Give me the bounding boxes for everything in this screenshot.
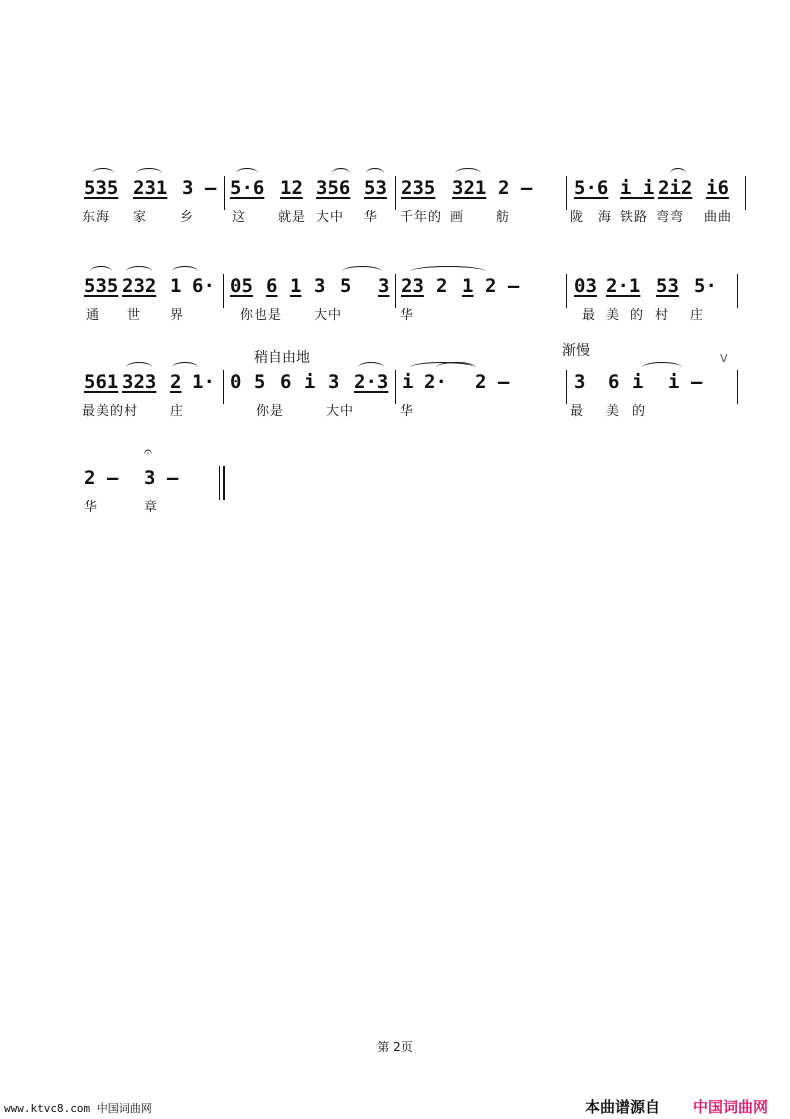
lyric: 世 xyxy=(127,308,142,323)
note-group: 5·6 xyxy=(230,177,265,199)
barline xyxy=(223,274,224,308)
barline xyxy=(566,370,567,404)
lyric: 美 xyxy=(606,308,621,323)
note-group: 3 – xyxy=(182,177,217,199)
note-group: 05 xyxy=(230,275,253,297)
barline xyxy=(395,370,396,404)
note-group: 53 xyxy=(364,177,387,199)
lyric: 华 xyxy=(84,500,99,515)
note-group: 356 xyxy=(316,177,351,199)
note-group: 235 xyxy=(401,177,436,199)
barline xyxy=(737,274,738,308)
lyric: 家 xyxy=(133,210,148,225)
lyric: 华 xyxy=(400,308,415,323)
lyric: 的 xyxy=(630,308,645,323)
score-system-3 xyxy=(0,370,790,430)
note-group: 3 xyxy=(378,275,390,297)
lyric: 庄 xyxy=(170,404,185,419)
footer-brand-link[interactable]: 中国词曲网 xyxy=(693,1098,769,1116)
note-group: 6 xyxy=(608,371,620,393)
note-group: 03 xyxy=(574,275,597,297)
lyric: 华 xyxy=(364,210,379,225)
note-group: i – xyxy=(668,371,703,393)
final-barline xyxy=(223,466,225,500)
barline xyxy=(566,274,567,308)
barline xyxy=(745,176,746,210)
lyric: 庄 xyxy=(690,308,705,323)
lyric: 就是 xyxy=(278,210,307,225)
footer-source-label: 本曲谱源自 xyxy=(585,1098,661,1116)
notes-row xyxy=(0,466,790,496)
lyric: 东海 xyxy=(82,210,111,225)
note-group: 2·1 xyxy=(606,275,641,297)
barline xyxy=(737,370,738,404)
notes-row xyxy=(0,274,790,304)
note-group: 1· xyxy=(192,371,215,393)
barline xyxy=(395,176,396,210)
fermata-icon: 𝄐 xyxy=(144,444,152,460)
lyric: 通 xyxy=(86,308,101,323)
lyric: 曲曲 xyxy=(704,210,733,225)
tempo-marking: 稍自由地 xyxy=(254,350,310,366)
note-group: 6· xyxy=(192,275,215,297)
page-number: 第 2页 xyxy=(377,1040,413,1054)
note-group: 5 xyxy=(254,371,266,393)
barline xyxy=(566,176,567,210)
note-group: 2 xyxy=(170,371,182,393)
note-group: 323 xyxy=(122,371,157,393)
note-group: 2 xyxy=(436,275,448,297)
lyrics-row xyxy=(0,402,790,426)
lyrics-row xyxy=(0,306,790,330)
note-group: 5·6 xyxy=(574,177,609,199)
note-group: 5 xyxy=(340,275,352,297)
lyric: 最美的村 xyxy=(82,404,139,419)
lyric: 弯弯 xyxy=(656,210,685,225)
note-group: 2 – xyxy=(475,371,510,393)
lyric: 大中 xyxy=(314,308,343,323)
note-group: i xyxy=(304,371,316,393)
note-group: 3 xyxy=(574,371,586,393)
breath-mark: V xyxy=(720,352,728,365)
note-group: 2 – xyxy=(485,275,520,297)
note-group: 2 – xyxy=(84,467,119,489)
note-group: 321 xyxy=(452,177,487,199)
barline xyxy=(395,274,396,308)
lyrics-row xyxy=(0,208,790,232)
notes-row xyxy=(0,176,790,206)
note-group: 561 xyxy=(84,371,119,393)
note-group: 6 xyxy=(266,275,278,297)
lyric: 村 xyxy=(655,308,670,323)
note-group: 0 xyxy=(230,371,242,393)
note-group: 23 xyxy=(401,275,424,297)
lyric: 最 xyxy=(582,308,597,323)
note-group: 1 xyxy=(462,275,474,297)
score-system-4 xyxy=(0,466,790,526)
note-group: 5· xyxy=(694,275,717,297)
note-group: 3 – xyxy=(144,467,179,489)
lyric: 界 xyxy=(170,308,185,323)
note-group: 1 xyxy=(290,275,302,297)
lyric: 美 xyxy=(606,404,621,419)
score-system-2 xyxy=(0,274,790,334)
note-group: i i xyxy=(620,177,655,199)
note-group: i6 xyxy=(706,177,729,199)
lyric: 的 xyxy=(632,404,647,419)
lyric: 舫 xyxy=(496,210,511,225)
note-group: 2·3 xyxy=(354,371,389,393)
lyric: 你是 xyxy=(256,404,285,419)
note-group: 231 xyxy=(133,177,168,199)
note-group: i xyxy=(402,371,414,393)
lyric: 千年的 xyxy=(400,210,443,225)
note-group: 3 xyxy=(328,371,340,393)
note-group: 3 xyxy=(314,275,326,297)
lyric: 大中 xyxy=(316,210,345,225)
barline xyxy=(219,466,220,500)
tempo-marking: 渐慢 xyxy=(562,343,590,359)
lyric: 你也是 xyxy=(240,308,283,323)
note-group: 2 – xyxy=(498,177,533,199)
note-group: 535 xyxy=(84,177,119,199)
lyric: 最 xyxy=(570,404,585,419)
note-group: 53 xyxy=(656,275,679,297)
note-group: 535 xyxy=(84,275,119,297)
lyrics-row xyxy=(0,498,790,522)
note-group: 2i2 xyxy=(658,177,693,199)
score-system-1 xyxy=(0,176,790,236)
notes-row xyxy=(0,370,790,400)
note-group: i xyxy=(632,371,644,393)
lyric: 乡 xyxy=(180,210,195,225)
lyric: 海 xyxy=(598,210,613,225)
lyric: 华 xyxy=(400,404,415,419)
lyric: 陇 xyxy=(570,210,585,225)
barline xyxy=(224,176,225,210)
note-group: 6 xyxy=(280,371,292,393)
lyric: 画 xyxy=(450,210,465,225)
lyric: 这 xyxy=(232,210,247,225)
note-group: 1 xyxy=(170,275,182,297)
lyric: 章 xyxy=(144,500,159,515)
barline xyxy=(223,370,224,404)
footer-site-link[interactable]: www.ktvc8.com 中国词曲网 xyxy=(4,1102,152,1115)
lyric: 大中 xyxy=(326,404,355,419)
note-group: 232 xyxy=(122,275,157,297)
lyric: 铁路 xyxy=(620,210,649,225)
note-group: 12 xyxy=(280,177,303,199)
note-group: 2· xyxy=(424,371,447,393)
